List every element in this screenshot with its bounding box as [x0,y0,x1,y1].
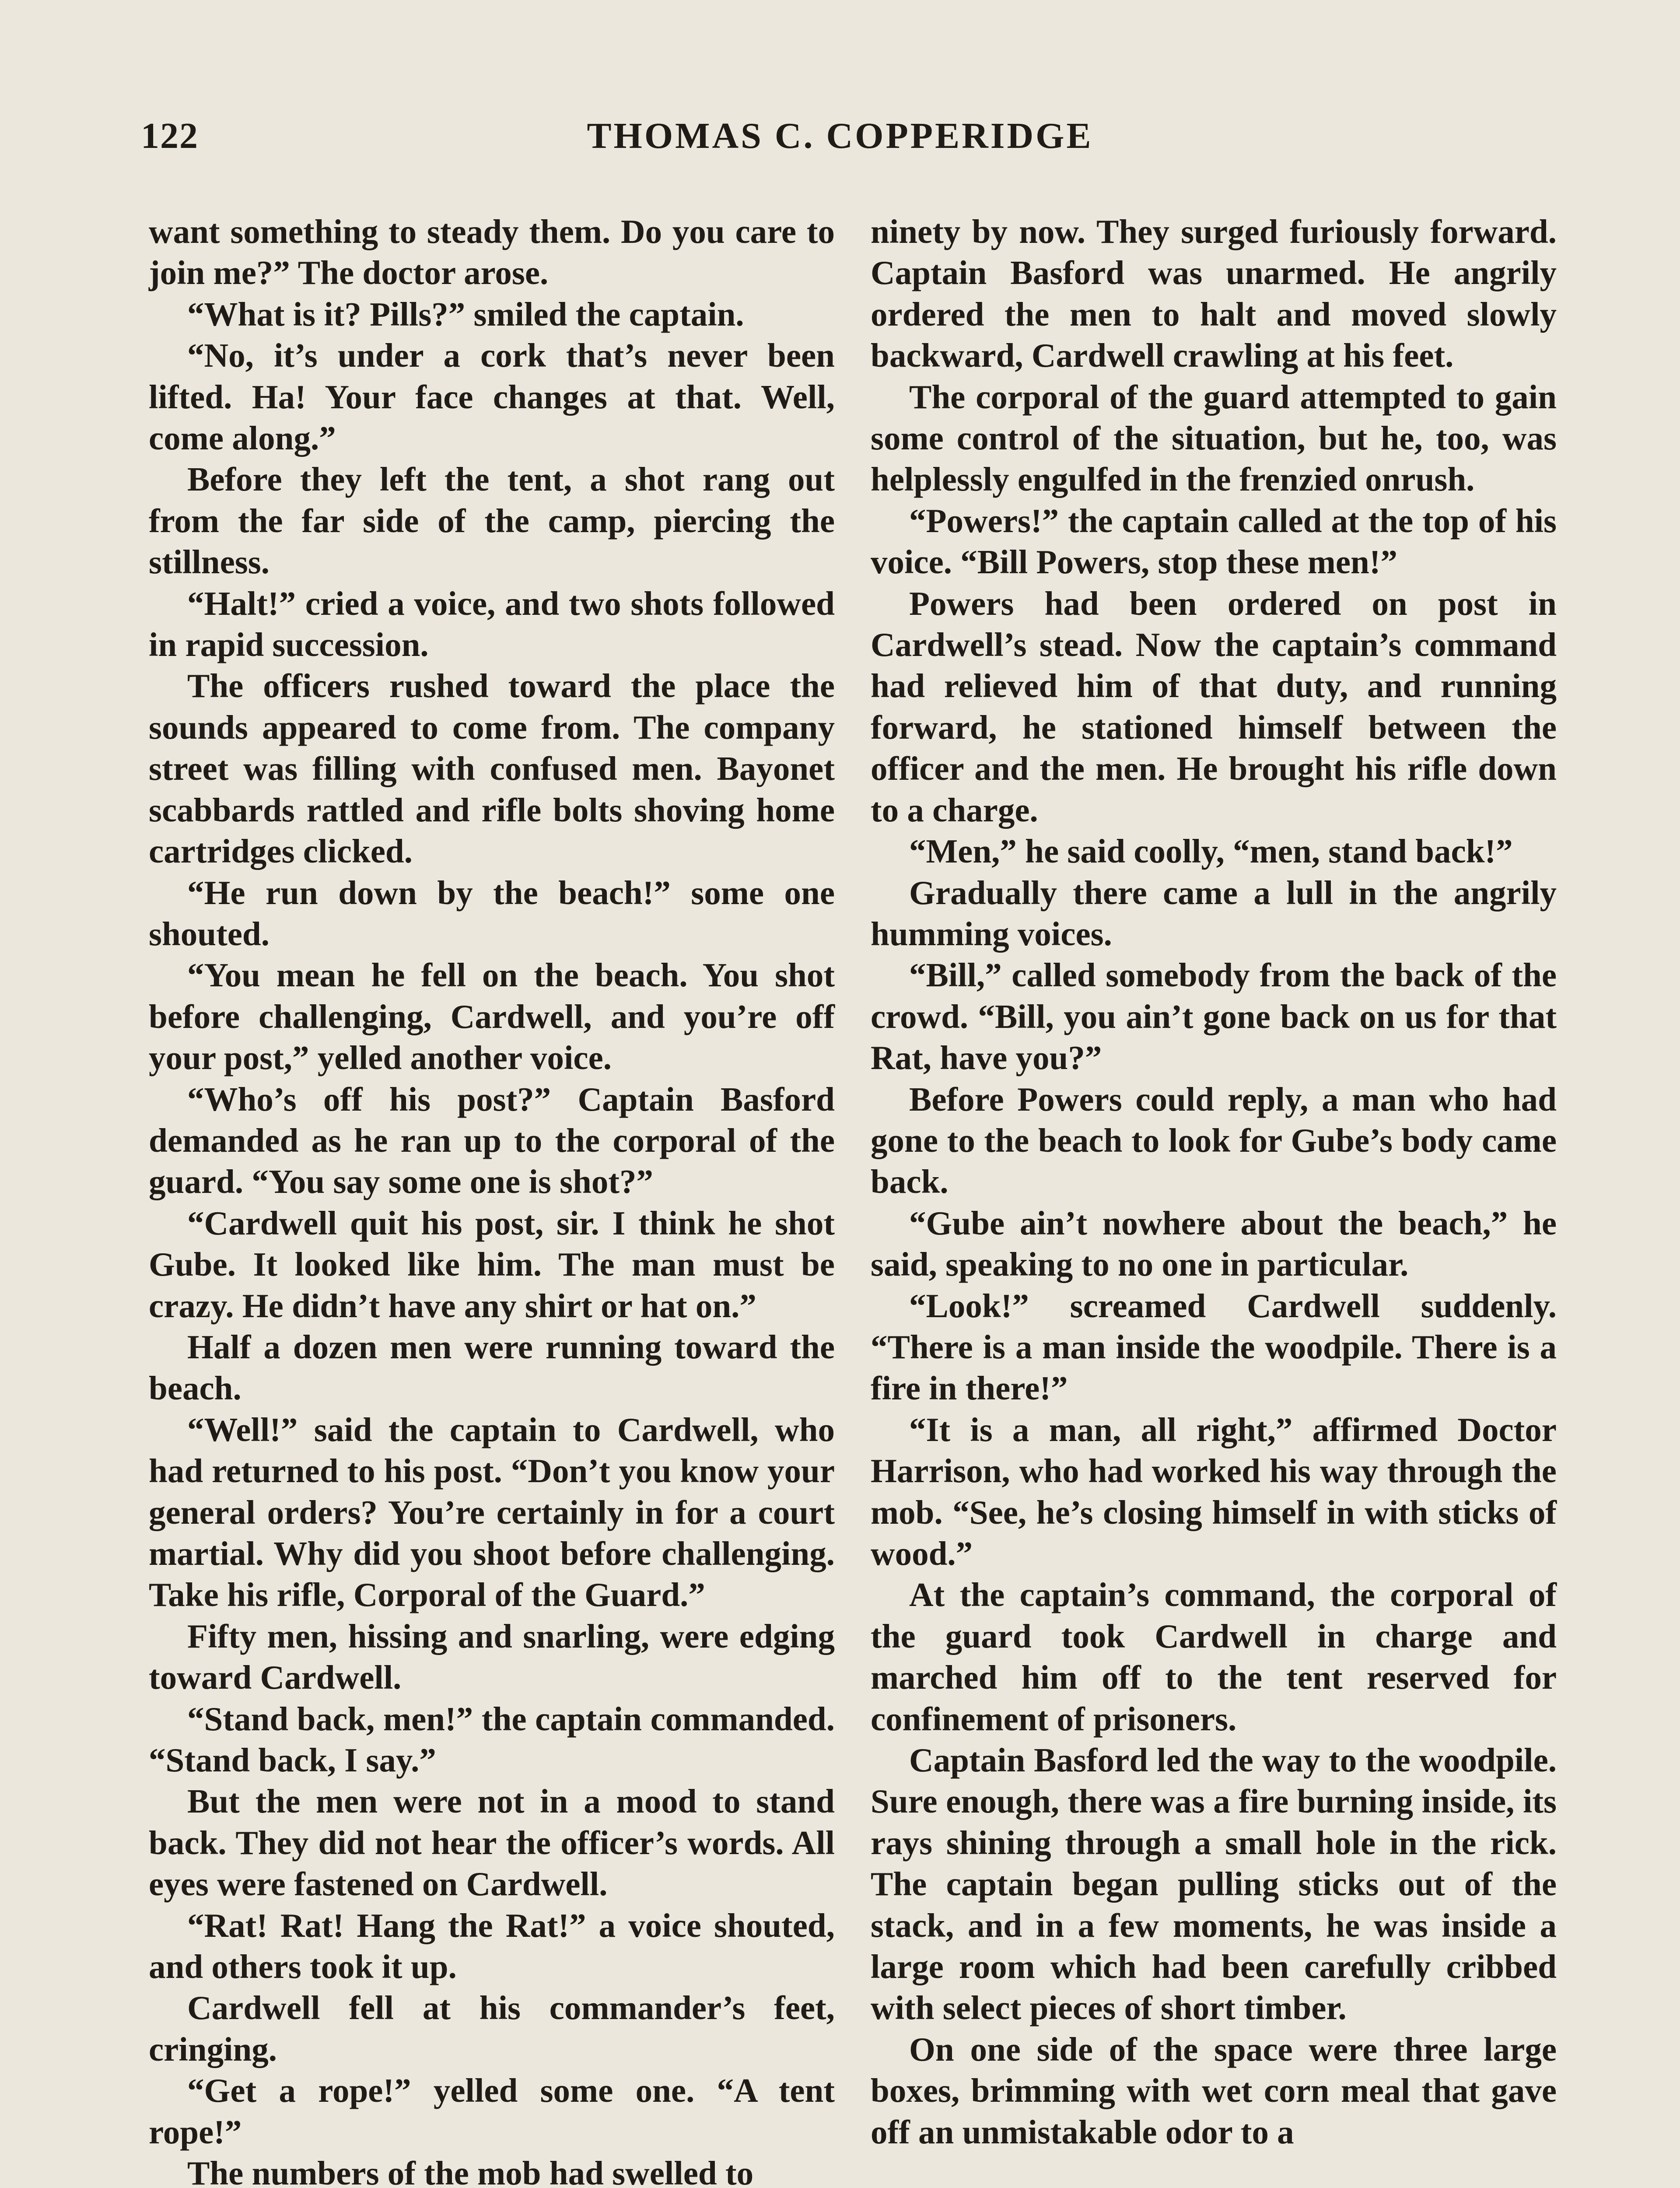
paragraph: “He run down by the beach!” some one shouted. [149,873,835,953]
paragraph: “Rat! Rat! Hang the Rat!” a voice shouted, and others took it up. [149,1906,835,1986]
paragraph: On one side of the space were three large boxes, brimming with wet corn meal that gave off an unmistakable odor to a [871,2030,1557,2151]
paragraph: “Powers!” the captain called at the top of his voice. “Bill Powers, stop these men!” [871,501,1557,581]
paragraph: “Get a rope!” yelled some one. “A tent rope!” [149,2072,835,2151]
paragraph: “You mean he fell on the beach. You shot before challenging, Cardwell, and you’re off your post,” yelled another voice. [149,956,835,1077]
paragraph: “Gube ain’t nowhere about the beach,” he said, speaking to no one in particular. [871,1204,1557,1283]
paragraph: want something to steady them. Do you care to join me?” The doctor arose. [149,213,835,292]
paragraph: The numbers of the mob had swelled to [187,2154,754,2188]
paragraph: “Men,” he said coolly, “men, stand back!” [909,832,1513,870]
right-text-column [871,211,1557,2153]
paragraph: “What is it? Pills?” smiled the captain. [187,295,744,333]
paragraph: Gradually there came a lull in the angrily humming voices. [871,873,1557,953]
paragraph: The corporal of the guard attempted to gain some control of the situation, but he, too, was helplessly engulfed in the frenzied onrush. [871,378,1557,498]
paragraph: “Halt!” cried a voice, and two shots followed in rapid succession. [149,584,835,664]
paragraph: Powers had been ordered on post in Cardwell’s stead. Now the captain’s command had relieved him of that duty, and running forward, he stationed himself between the officer and the men. He brought his rifle down to a charge. [871,584,1557,829]
paragraph: The officers rushed toward the place the sounds appeared to come from. The company street was filling with confused men. Bayonet scabbards rattled and rifle bolts shoving home cartridges clicked. [149,667,835,870]
page-number: 122 [141,116,199,156]
paragraph: Before Powers could reply, a man who had gone to the beach to look for Gube’s body came back. [871,1080,1557,1201]
paragraph: “Look!” screamed Cardwell suddenly. “There is a man inside the woodpile. There is a fire in there!” [871,1287,1557,1407]
running-title: THOMAS C. COPPERIDGE [587,116,1093,156]
paragraph: “Stand back, men!” the captain commanded. “Stand back, I say.” [149,1700,835,1779]
paragraph: Before they left the tent, a shot rang out from the far side of the camp, piercing the stillness. [149,460,835,581]
paragraph: “Well!” said the captain to Cardwell, who had returned to his post. “Don’t you know your general orders? You’re certainly in for a court martial. Why did you shoot before challenging. Take his rifle, Corporal of the Guard.” [149,1410,835,1614]
paragraph: Half a dozen men were running toward the beach. [149,1328,835,1407]
paragraph: Cardwell fell at his commander’s feet, cringing. [149,1989,835,2068]
paragraph: “It is a man, all right,” affirmed Doctor Harrison, who had worked his way through the mob. “See, he’s closing himself in with sticks of wood.” [871,1410,1557,1572]
paragraph: ninety by now. They surged furiously forward. Captain Basford was unarmed. He angrily ordered the men to halt and moved slowly backward, Cardwell crawling at his feet. [871,213,1557,375]
paragraph: “Bill,” called somebody from the back of the crowd. “Bill, you ain’t gone back on us for that Rat, have you?” [871,956,1557,1077]
paragraph: Fifty men, hissing and snarling, were edging toward Cardwell. [149,1617,835,1697]
paragraph: At the captain’s command, the corporal of the guard took Cardwell in charge and marched him off to the tent reserved for confinement of prisoners. [871,1576,1557,1738]
paragraph: Captain Basford led the way to the woodpile. Sure enough, there was a fire burning inside, its rays shining through a small hole in the rick. The captain began pulling sticks out of the stack, and in a few moments, he was inside a large room which had been carefully cribbed with select pieces of short timber. [871,1741,1557,2027]
paragraph: “Cardwell quit his post, sir. I think he shot Gube. It looked like him. The man must be crazy. He didn’t have any shirt or hat on.” [149,1204,835,1325]
left-text-column [149,211,835,2188]
paragraph: But the men were not in a mood to stand back. They did not hear the officer’s words. All eyes were fastened on Cardwell. [149,1782,835,1903]
paragraph: “Who’s off his post?” Captain Basford demanded as he ran up to the corporal of the guard. “You say some one is shot?” [149,1080,835,1201]
paragraph: “No, it’s under a cork that’s never been lifted. Ha! Your face changes at that. Well, come along.” [149,337,835,457]
